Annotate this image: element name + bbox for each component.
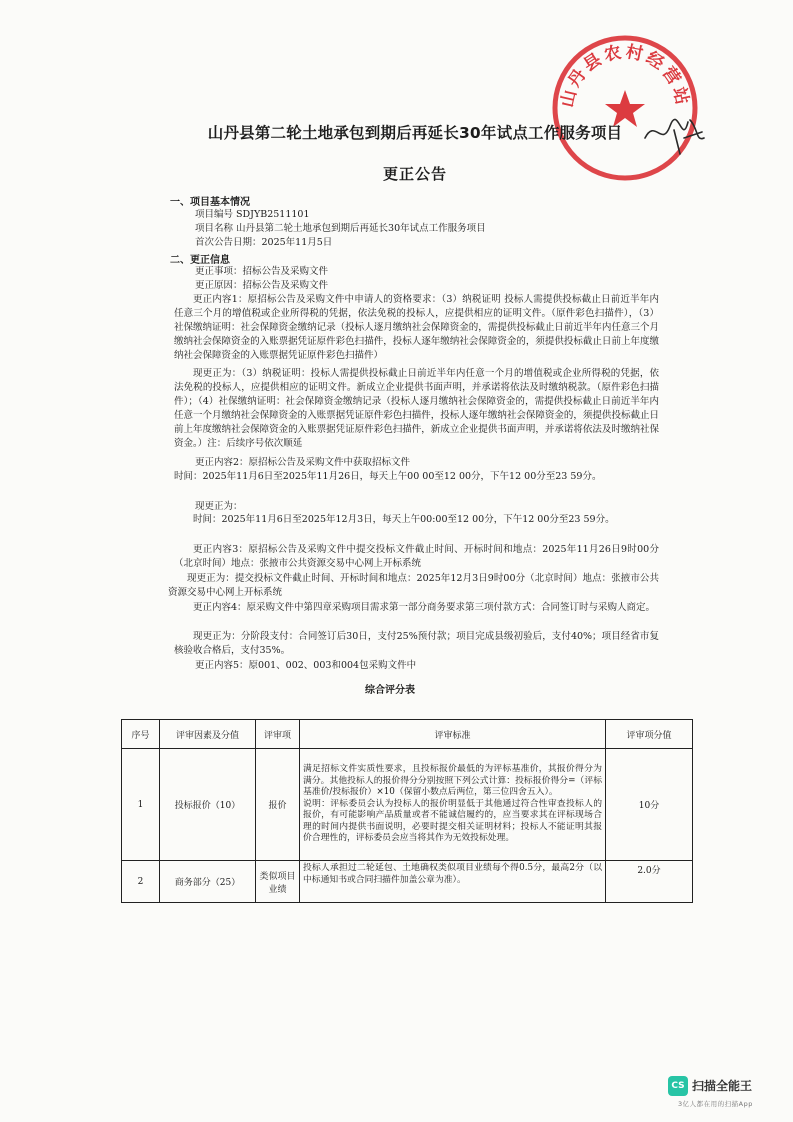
- correction-2-original-label: 更正内容2：原招标公告及采购文件中获取招标文件: [195, 457, 411, 468]
- project-number: 项目编号 SDJYB2511101: [195, 209, 310, 220]
- scoring-table-title: 综合评分表: [365, 685, 415, 696]
- correction-2-revised-label: 现更正为：: [195, 501, 243, 512]
- correction-3-revised: 现更正为：提交投标文件截止时间、开标时间和地点：2025年12月3日9时00分（北京时间）地点：张掖市公共资源交易中心网上开标系统: [168, 573, 659, 598]
- header-item: 评审项: [256, 720, 300, 749]
- first-announcement-date: 首次公告日期：2025年11月5日: [195, 237, 333, 248]
- row-score: 2.0分: [606, 861, 693, 903]
- table-row: [122, 749, 693, 861]
- correction-1-original: 更正内容1：原招标公告及采购文件中申请人的资格要求：（3）纳税证明 投标人需提供投标截止日前近半年内任意三个月的增值税或企业所得税的凭据，依法免税的投标人，应提供相应的证明文件。（原件彩色扫描件），（3）社保缴纳证明：社会保障资金缴纳记录（投标人逐月缴纳社会保障资金的，需提供投标截止日前近半年内任意三个月缴纳社会保障资金的入账票据凭证原件彩色扫描件，投标人逐年缴纳社会保障资金的，须提供投标截止日前上年度缴纳社会保障资金的入账票据凭证原件彩色扫描件）: [174, 294, 659, 361]
- row-item: 类似项目业绩: [256, 861, 300, 903]
- row-standard-note: 说明：评标委员会认为投标人的报价明显低于其他通过符合性审查投标人的报价，有可能影响产品质量或者不能诚信履约的，应当要求其在评标现场合理的时间内提供书面说明，必要时提交相关证明材料；投标人不能证明其报价合理性的，评标委员会应当将其作为无效投标处理。: [303, 798, 602, 844]
- correction-2-original-time: 时间：2025年11月6日至2025年11月26日，每天上午00 00至12 00分，下午12 00分至23 59分。: [174, 471, 602, 482]
- header-factor: 评审因素及分值: [160, 720, 256, 749]
- correction-1-revised: 现更正为：（3）纳税证明：投标人需提供投标截止日前近半年内任意一个月的增值税或企业所得税的凭据，依法免税的投标人，应提供相应的证明文件。新成立企业提供书面声明，并承诺将依法及时缴纳税款。（原件彩色扫描件）；（4）社保缴纳证明：社会保障资金缴纳记录（投标人逐月缴纳社会保障资金的，需提供投标截止日前近半年内任意一个月缴纳社会保障资金的入账票据凭证原件彩色扫描件，投标人逐年缴纳社会保障资金的，须提供投标截止日前上年度缴纳社会保障资金的入账票据凭证原件彩色扫描件，新成立企业提供书面声明，并承诺将依法及时缴纳社保资金。）注：后续序号依次顺延: [174, 368, 659, 449]
- section-heading-correction: 二、更正信息: [170, 255, 230, 266]
- correction-5: 更正内容5：原001、002、003和004包采购文件中: [195, 660, 417, 671]
- correction-2-revised-time: 时间：2025年11月6日至2025年12月3日，每天上午00:00至12 00分，下午12 00分至23 59分。: [193, 514, 615, 525]
- table-row: [122, 861, 693, 903]
- svg-text:山丹县农村经营站: 山丹县农村经营站: [557, 42, 693, 110]
- correction-4-original: 更正内容4：原采购文件中第四章采购项目需求第一部分商务要求第三项付款方式：合同签订时与采购人商定。: [193, 602, 656, 613]
- row-standard-formula: 满足招标文件实质性要求，且投标报价最低的为评标基准价，其报价得分为满分。其他投标人的报价得分分别按照下列公式计算：投标报价得分=（评标基准价/投标报价）×10（保留小数点后两位，第三位四舍五入）。: [303, 764, 602, 798]
- correction-reason: 更正原因：招标公告及采购文件: [195, 280, 329, 291]
- header-no: 序号: [122, 720, 160, 749]
- section-heading-basic-info: 一、项目基本情况: [170, 197, 250, 208]
- watermark-app-name: 扫描全能王: [692, 1079, 753, 1093]
- correction-3-original: 更正内容3：原招标公告及采购文件中提交投标文件截止时间、开标时间和地点：2025年11月26日9时00分（北京时间）地点：张掖市公共资源交易中心网上开标系统: [174, 544, 659, 569]
- handwritten-signature: [640, 108, 710, 158]
- document-title: 山丹县第二轮土地承包到期后再延长30年试点工作服务项目: [207, 124, 623, 142]
- row-standard: [300, 749, 606, 861]
- row-factor: 商务部分（25）: [160, 861, 256, 903]
- correction-item: 更正事项：招标公告及采购文件: [195, 266, 329, 277]
- scanner-watermark: [668, 1074, 788, 1108]
- table-header-row: [122, 720, 693, 749]
- document-subtitle: 更正公告: [382, 165, 447, 183]
- header-standard: 评审标准: [300, 720, 606, 749]
- row-no: 1: [122, 749, 160, 861]
- watermark-tagline: 3亿人都在用的扫描App: [678, 1100, 753, 1108]
- project-name: 项目名称 山丹县第二轮土地承包到期后再延长30年试点工作服务项目: [195, 223, 486, 234]
- row-score: 10分: [606, 749, 693, 861]
- camscanner-logo-icon: CS: [668, 1076, 688, 1096]
- row-item: 报价: [256, 749, 300, 861]
- header-score: 评审项分值: [606, 720, 693, 749]
- correction-4-revised: 现更正为：分阶段支付：合同签订后30日，支付25%预付款；项目完成县级初验后，支付40%；项目经省市复核验收合格后，支付35%。: [174, 631, 659, 656]
- row-factor: 投标报价（10）: [160, 749, 256, 861]
- row-no: 2: [122, 861, 160, 903]
- scoring-table: [121, 719, 693, 903]
- row-standard: 投标人承担过二轮延包、土地确权类似项目业绩每个得0.5分，最高2分（以中标通知书或合同扫描件加盖公章为准）。: [300, 861, 606, 903]
